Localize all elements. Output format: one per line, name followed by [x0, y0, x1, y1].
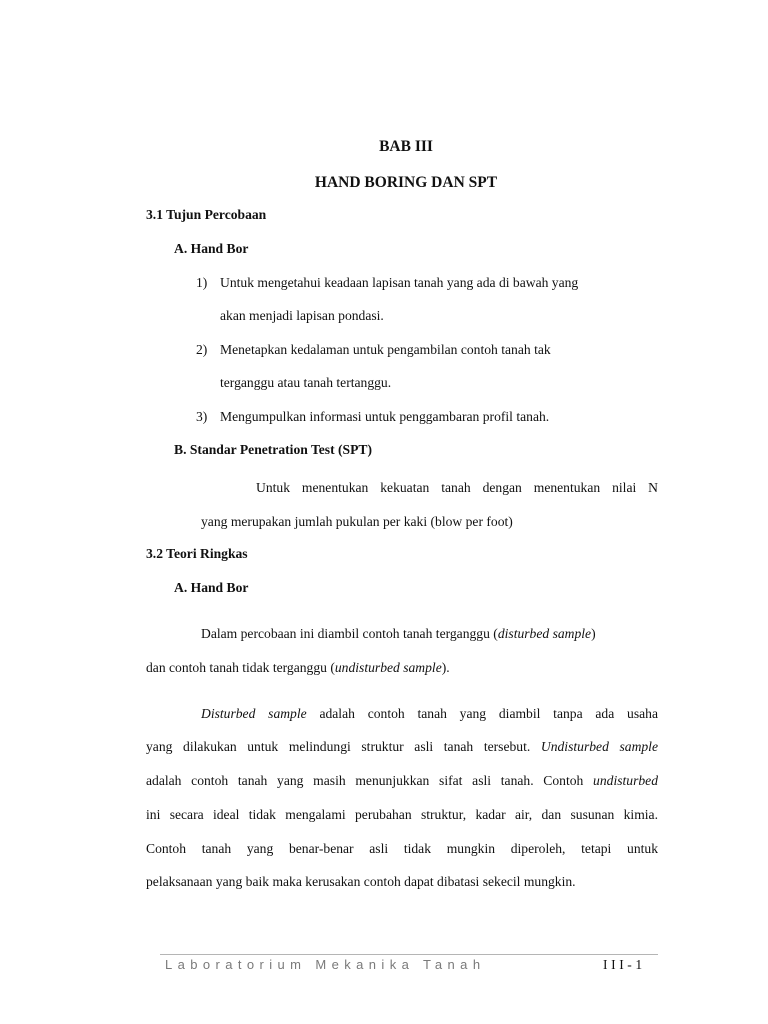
footer-divider	[160, 954, 658, 955]
text-run: ).	[441, 660, 450, 675]
italic-term: disturbed sample	[497, 626, 592, 641]
paragraph-line: Untuk menentukan kekuatan tanah dengan menentukan nilai N	[256, 480, 658, 495]
list-item-number: 3)	[196, 409, 208, 424]
italic-term: undisturbed	[593, 773, 658, 788]
subsection-heading-hand-bor-2: A. Hand Bor	[174, 580, 249, 595]
paragraph-line	[146, 660, 450, 676]
paragraph-line: ini secara ideal tidak mengalami perubahan struktur, kadar air, dan susunan kimia.	[146, 807, 658, 822]
italic-term: undisturbed sample	[334, 660, 442, 675]
list-item-line: terganggu atau tanah tertanggu.	[220, 375, 392, 390]
italic-term: Undisturbed sample	[540, 739, 658, 754]
paragraph-line	[146, 773, 658, 789]
list-item-number: 2)	[196, 342, 208, 357]
subsection-heading-hand-bor: A. Hand Bor	[174, 241, 249, 256]
list-item-number: 1)	[196, 275, 208, 290]
paragraph-line	[146, 739, 658, 755]
paragraph-line	[201, 706, 658, 722]
text-run: dan contoh tanah tidak terganggu (	[146, 660, 335, 675]
list-item-line: Mengumpulkan informasi untuk penggambaran profil tanah.	[220, 409, 550, 424]
paragraph-line	[201, 626, 596, 642]
footer-lab-name: Laboratorium Mekanika Tanah	[165, 957, 486, 972]
italic-term: Disturbed sample	[201, 706, 307, 721]
section-heading-3-2: 3.2 Teori Ringkas	[146, 546, 248, 561]
text-run: )	[591, 626, 596, 641]
paragraph-line: yang merupakan jumlah pukulan per kaki (blow per foot)	[201, 514, 513, 529]
page-number: III-1	[603, 957, 646, 972]
paragraph-line: Contoh tanah yang benar-benar asli tidak mungkin diperoleh, tetapi untuk	[146, 841, 658, 856]
list-item-line: Untuk mengetahui keadaan lapisan tanah yang ada di bawah yang	[220, 275, 579, 290]
chapter-title: HAND BORING DAN SPT	[314, 174, 498, 191]
section-heading-3-1: 3.1 Tujun Percobaan	[146, 207, 267, 222]
text-run: adalah contoh tanah yang diambil tanpa ada usaha	[306, 706, 658, 721]
text-run: Dalam percobaan ini diambil contoh tanah terganggu (	[201, 626, 498, 641]
subsection-heading-spt: B. Standar Penetration Test (SPT)	[174, 442, 373, 457]
text-run: adalah contoh tanah yang masih menunjukkan sifat asli tanah. Contoh	[146, 773, 594, 788]
list-item-line: akan menjadi lapisan pondasi.	[220, 308, 384, 323]
text-run: yang dilakukan untuk melindungi struktur asli tanah tersebut.	[146, 739, 541, 754]
chapter-heading: BAB III	[379, 138, 433, 155]
paragraph-line: pelaksanaan yang baik maka kerusakan contoh dapat dibatasi sekecil mungkin.	[146, 874, 576, 889]
list-item-line: Menetapkan kedalaman untuk pengambilan contoh tanah tak	[220, 342, 551, 357]
